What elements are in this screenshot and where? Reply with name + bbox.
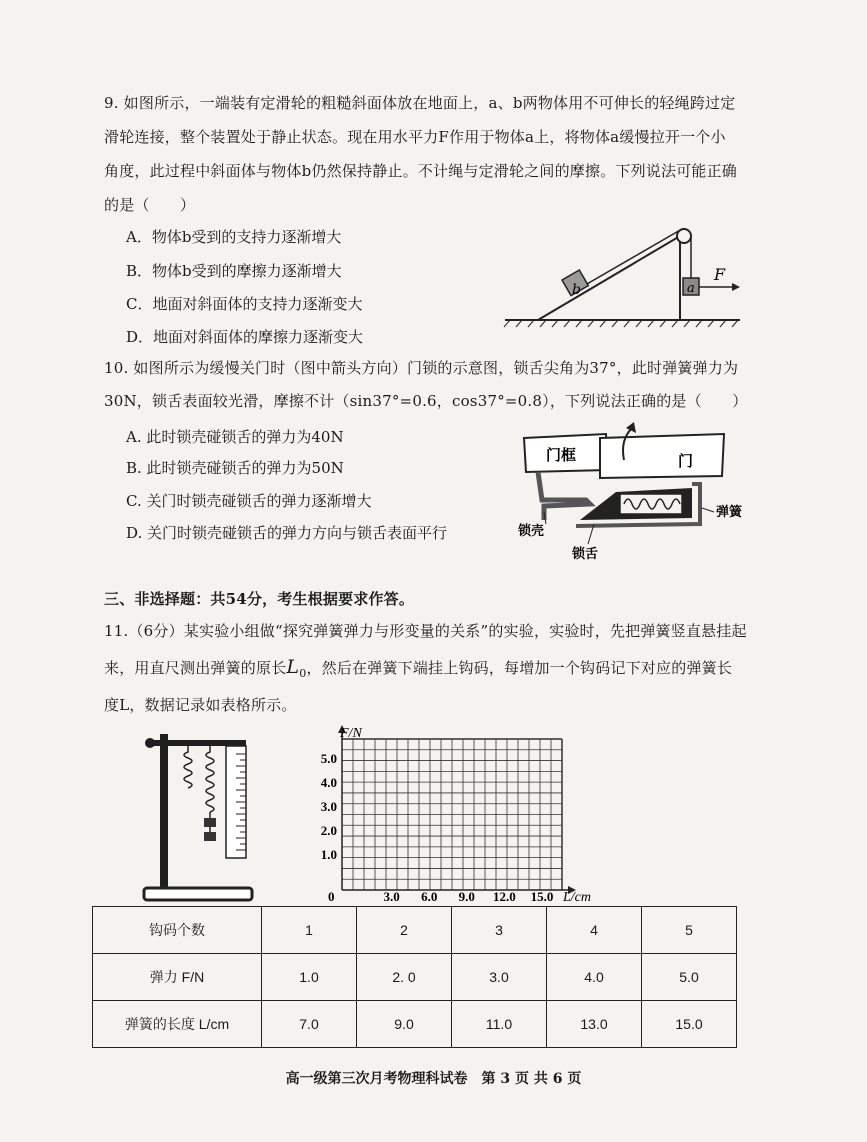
table-cell: 1 — [262, 907, 357, 954]
q9-option-d: D．地面对斜面体的摩擦力逐渐变大 — [126, 328, 364, 346]
q10-option-a: A. 此时锁壳碰锁舌的弹力为40N — [126, 428, 344, 446]
table-row-header: 弹力 F/N — [93, 954, 262, 1001]
q9-line-2: 滑轮连接，整个装置处于静止状态。现在用水平力F作用于物体a上，将物体a缓慢拉开一个小 — [104, 128, 726, 146]
chart-y-axis-label: F/N — [340, 726, 362, 741]
q10-label-door-frame: 门框 — [546, 446, 577, 464]
q9-option-c: C．地面对斜面体的支持力逐渐变大 — [126, 295, 363, 313]
table-row — [93, 1001, 737, 1048]
y-tick-label: 5.0 — [320, 751, 337, 766]
chart-origin-label: 0 — [328, 889, 335, 904]
q10-label-door: 门 — [678, 452, 694, 470]
table-row — [93, 907, 737, 954]
q9-option-a: A．物体b受到的支持力逐渐增大 — [126, 228, 342, 246]
q10-line-1: 10. 如图所示为缓慢关门时（图中箭头方向）门锁的示意图，锁舌尖角为37°，此时弹簧弹力为 — [104, 359, 739, 377]
y-tick-label: 3.0 — [320, 799, 337, 814]
table-cell: 13.0 — [547, 1001, 642, 1048]
q9-line-1: 9. 如图所示，一端装有定滑轮的粗糙斜面体放在地面上，a、b两物体用不可伸长的轻绳跨过定 — [104, 94, 736, 112]
table-cell: 9.0 — [357, 1001, 452, 1048]
q11-L0: L — [286, 656, 300, 678]
table-cell: 7.0 — [262, 1001, 357, 1048]
table-cell: 4 — [547, 907, 642, 954]
table-row-header: 钩码个数 — [93, 907, 262, 954]
chart-grid — [342, 739, 562, 890]
table-cell: 2. 0 — [357, 954, 452, 1001]
q10-option-d: D. 关门时锁壳碰锁舌的弹力方向与锁舌表面平行 — [126, 524, 448, 542]
q9-line-3: 角度，此过程中斜面体与物体b仍然保持静止。不计绳与定滑轮之间的摩擦。下列说法可能正确 — [104, 162, 738, 180]
q10-option-b: B. 此时锁壳碰锁舌的弹力为50N — [126, 459, 344, 477]
x-tick-label: 9.0 — [458, 889, 475, 904]
x-tick-label: 6.0 — [421, 889, 438, 904]
y-tick-label: 4.0 — [320, 775, 337, 790]
table-cell: 4.0 — [547, 954, 642, 1001]
q11-line-2b: ，然后在弹簧下端挂上钩码，每增加一个钩码记下对应的弹簧长 — [306, 659, 733, 677]
q9-label-b: b — [572, 282, 581, 298]
q10-label-tongue: 锁舌 — [572, 547, 599, 562]
table-row-header: 弹簧的长度 L/cm — [93, 1001, 262, 1048]
q11-L0-sub: 0 — [299, 667, 307, 680]
q11-spring-apparatus-figure — [140, 728, 265, 908]
table-cell: 5 — [642, 907, 737, 954]
q10-line-2: 30N，锁舌表面较光滑，摩擦不计（sin37°=0.6，cos37°=0.8），下列说法正确的是（ ） — [104, 392, 748, 410]
x-tick-label: 12.0 — [493, 889, 516, 904]
section-3-heading: 三、非选择题：共54分，考生根据要求作答。 — [104, 590, 415, 608]
q9-line-4: 的是（ ） — [104, 196, 196, 214]
q10-door-lock-figure — [516, 420, 761, 565]
q9-incline-figure — [500, 220, 750, 330]
q10-label-shell: 锁壳 — [518, 524, 545, 539]
table-cell: 3.0 — [452, 954, 547, 1001]
x-tick-label: 15.0 — [530, 889, 554, 904]
y-tick-label: 2.0 — [320, 823, 337, 838]
q11-line-1: 11.（6分）某实验小组做“探究弹簧弹力与形变量的关系”的实验，实验时，先把弹簧竖直悬挂起 — [104, 622, 747, 640]
table-cell: 15.0 — [642, 1001, 737, 1048]
q11-line-2 — [104, 656, 732, 680]
q11-data-table — [92, 906, 737, 1048]
q11-f-l-grid-chart — [318, 725, 598, 910]
y-tick-label: 1.0 — [320, 847, 337, 862]
table-cell: 1.0 — [262, 954, 357, 1001]
table-cell: 5.0 — [642, 954, 737, 1001]
table-cell: 2 — [357, 907, 452, 954]
q9-label-F: F — [714, 265, 726, 284]
page-footer: 高一级第三次月考物理科试卷 第 3 页 共 6 页 — [285, 1071, 582, 1087]
table-cell: 11.0 — [452, 1001, 547, 1048]
q10-label-spring: 弹簧 — [716, 505, 743, 520]
q9-option-b: B．物体b受到的摩擦力逐渐增大 — [126, 262, 342, 280]
q10-option-c: C. 关门时锁壳碰锁舌的弹力逐渐增大 — [126, 492, 372, 510]
chart-x-axis-label: L/cm — [563, 890, 591, 905]
table-cell: 3 — [452, 907, 547, 954]
q11-line-3: 度L，数据记录如表格所示。 — [104, 696, 297, 714]
q11-line-2a: 来，用直尺测出弹簧的原长 — [104, 659, 287, 677]
x-tick-label: 3.0 — [383, 889, 400, 904]
table-row — [93, 954, 737, 1001]
q9-label-a: a — [687, 281, 695, 296]
